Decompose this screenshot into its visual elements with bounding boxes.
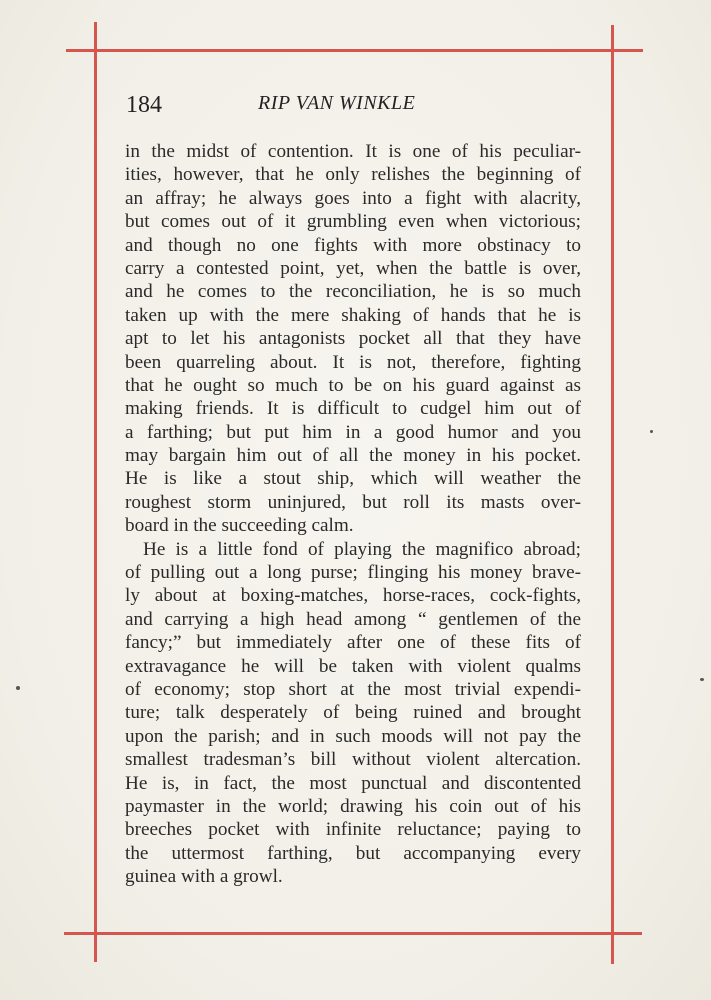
text-line: carry a contested point, yet, when the battle is over, xyxy=(125,257,581,279)
text-line: may bargain him out of all the money in his pocket. xyxy=(125,445,581,467)
running-title: RIP VAN WINKLE xyxy=(258,92,416,114)
text-line: upon the parish; and in such moods will not pay the xyxy=(125,725,581,747)
text-line: paymaster in the world; drawing his coin out of his xyxy=(125,795,581,817)
page-header xyxy=(126,92,580,122)
text-line: but comes out of it grumbling even when victorious; xyxy=(125,211,581,233)
text-line: of pulling out a long purse; flinging his money brave- xyxy=(125,562,581,584)
text-line: making friends. It is difficult to cudgel him out of xyxy=(125,398,581,420)
text-line: in the midst of contention. It is one of his peculiar- xyxy=(125,141,581,162)
text-line: and though no one fights with more obstinacy to xyxy=(125,234,581,256)
paper-speck xyxy=(16,686,20,690)
text-line: and carrying a high head among “ gentlemen of the xyxy=(125,608,581,630)
text-line: breeches pocket with infinite reluctance; paying to xyxy=(125,819,581,841)
text-line: He is, in fact, the most punctual and discontented xyxy=(125,772,581,794)
text-line: fancy;” but immediately after one of these fits of xyxy=(125,632,581,654)
text-line: been quarreling about. It is not, therefore, fighting xyxy=(125,351,581,373)
text-line: smallest tradesman’s bill without violent altercation. xyxy=(125,749,581,771)
frame-rule-bottom xyxy=(64,932,642,935)
text-line: ture; talk desperately of being ruined and brought xyxy=(125,702,581,724)
frame-rule-left xyxy=(94,22,97,962)
text-line: guinea with a growl. xyxy=(125,866,283,888)
text-line: and he comes to the reconciliation, he is so much xyxy=(125,281,581,303)
paper-speck xyxy=(700,678,704,681)
frame-rule-right xyxy=(611,25,614,964)
text-line: a farthing; but put him in a good humor and you xyxy=(125,421,581,443)
text-line: of economy; stop short at the most trivial expendi- xyxy=(125,678,581,700)
text-line: an affray; he always goes into a fight with alacrity, xyxy=(125,187,581,209)
text-line: ities, however, that he only relishes the beginning of xyxy=(125,164,581,186)
text-line: that he ought so much to be on his guard against as xyxy=(125,374,581,396)
text-line: ly about at boxing-matches, horse-races, cock-fights, xyxy=(125,585,581,607)
text-line: He is a little fond of playing the magnifico abroad; xyxy=(143,538,581,560)
body-text xyxy=(125,140,581,889)
text-line: taken up with the mere shaking of hands that he is xyxy=(125,304,581,326)
frame-rule-top xyxy=(66,49,643,52)
text-line: roughest storm uninjured, but roll its masts over- xyxy=(125,491,581,513)
paper-speck xyxy=(650,430,653,433)
text-line: board in the succeeding calm. xyxy=(125,515,354,537)
text-line: He is like a stout ship, which will weather the xyxy=(125,468,581,490)
page-number: 184 xyxy=(126,92,162,118)
text-line: apt to let his antagonists pocket all that they have xyxy=(125,328,581,350)
text-line: extravagance he will be taken with violent qualms xyxy=(125,655,581,677)
text-line: the uttermost farthing, but accompanying every xyxy=(125,842,581,864)
